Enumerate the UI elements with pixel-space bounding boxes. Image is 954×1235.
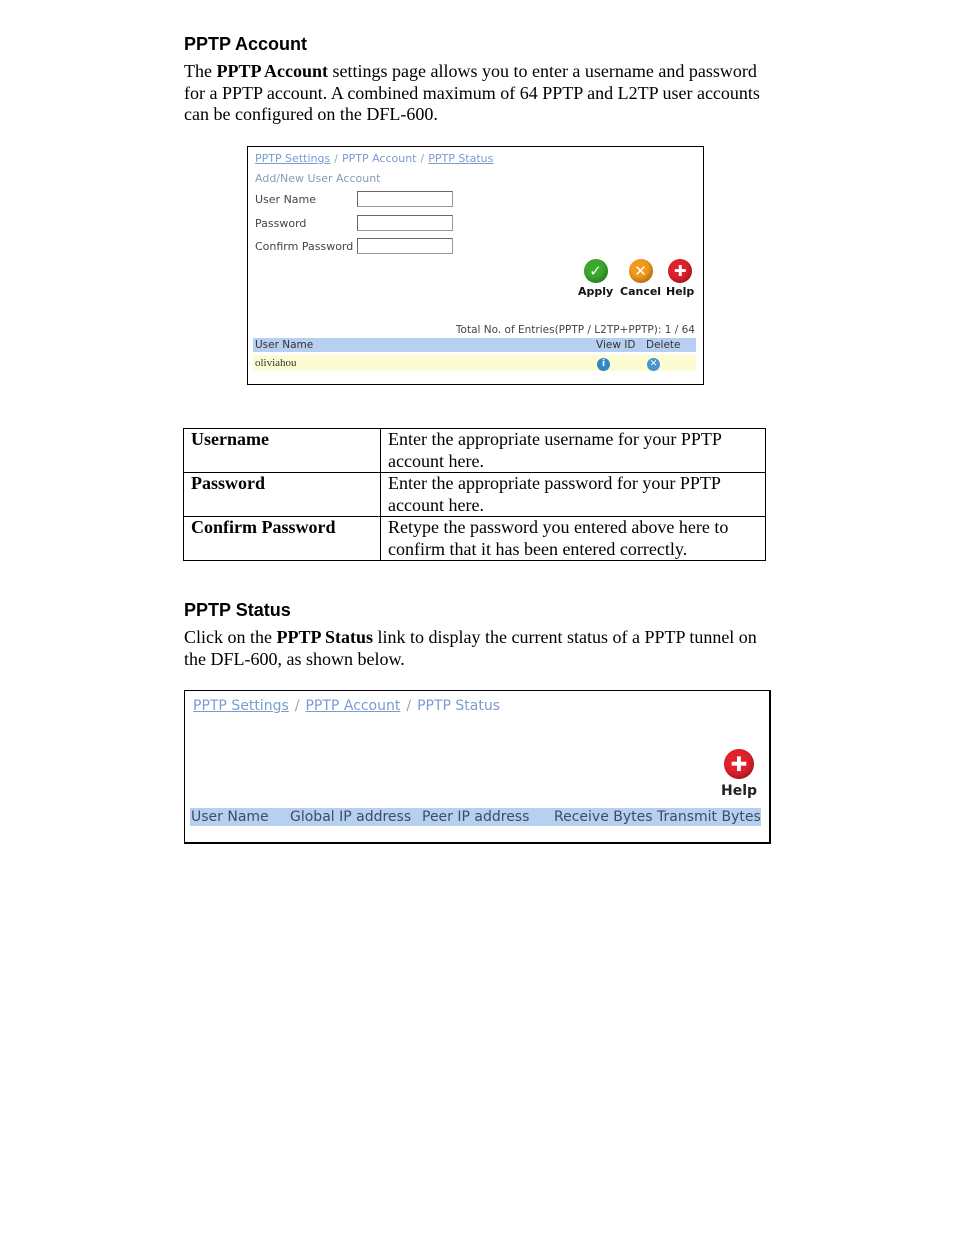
pptp-status-screenshot: [184, 690, 771, 844]
user-name-input[interactable]: [357, 191, 453, 207]
user-name-label: User Name: [255, 193, 317, 206]
table-row: [184, 429, 766, 473]
link-pptp-account[interactable]: PPTP Account: [305, 698, 401, 714]
column-header-global-ip: Global IP address: [290, 809, 412, 825]
table-row: [184, 473, 766, 517]
breadcrumb-separator: /: [294, 698, 300, 714]
check-icon: ✓: [584, 259, 608, 283]
link-pptp-settings[interactable]: PPTP Settings: [193, 698, 289, 714]
column-header-transmit-bytes: Transmit Bytes: [657, 809, 761, 825]
cancel-button[interactable]: [620, 259, 661, 298]
breadcrumb-separator: /: [420, 152, 425, 165]
help-button[interactable]: [721, 749, 757, 799]
breadcrumb-current-pptp-status: PPTP Status: [417, 698, 501, 714]
column-header-peer-ip: Peer IP address: [422, 809, 530, 825]
column-header-receive-bytes: Receive Bytes: [554, 809, 653, 825]
breadcrumb-separator: /: [334, 152, 338, 165]
account-table-header: [253, 338, 696, 352]
confirm-password-input[interactable]: [357, 238, 453, 254]
link-pptp-settings[interactable]: PPTP Settings: [255, 152, 331, 165]
breadcrumb: [255, 152, 493, 165]
view-id-icon[interactable]: i: [597, 356, 610, 371]
delete-icon[interactable]: ✕: [647, 356, 660, 371]
table-row: [184, 517, 766, 561]
para-text: The: [184, 61, 217, 81]
term-username: Username: [184, 429, 381, 473]
add-user-section-title: Add/New User Account: [255, 172, 381, 185]
column-header-view-id: View ID: [596, 339, 636, 351]
term-confirm-password: Confirm Password: [184, 517, 381, 561]
para-bold-term: PPTP Account: [216, 61, 328, 81]
help-label: Help: [721, 783, 758, 799]
desc-username: Enter the appropriate username for your PPTP account here.: [381, 429, 766, 473]
total-entries-text: Total No. of Entries(PPTP / L2TP+PPTP): 1 / 64: [455, 324, 695, 336]
section-paragraph-pptp-account: [184, 61, 774, 126]
field-description-table: [183, 428, 766, 561]
breadcrumb-separator: /: [406, 698, 412, 714]
section-heading-pptp-status: PPTP Status: [184, 600, 291, 620]
status-table-header: [190, 808, 761, 826]
cancel-label: Cancel: [620, 285, 662, 298]
desc-confirm-password: Retype the password you entered above here to confirm that it has been entered correctly.: [381, 517, 766, 561]
link-pptp-status[interactable]: PPTP Status: [428, 152, 494, 165]
para-bold-term: PPTP Status: [276, 627, 374, 647]
plus-icon: ✚: [724, 749, 754, 779]
para-text: Click on the: [184, 627, 277, 647]
confirm-password-label: Confirm Password: [255, 240, 354, 253]
x-icon: ✕: [629, 259, 653, 283]
row-user-name: oliviahou: [255, 357, 297, 369]
para-text: link to display the current status of a PPTP tunnel on the DFL-600, as shown below.: [184, 627, 757, 669]
breadcrumb-current-pptp-account: PPTP Account: [341, 152, 417, 165]
column-header-delete: Delete: [646, 339, 681, 351]
section-heading-pptp-account: PPTP Account: [184, 34, 308, 54]
help-button[interactable]: [666, 259, 694, 298]
table-row: [253, 355, 696, 371]
para-text: settings page allows you to enter a username and password for a PPTP account. A combined maximum of 64 PPTP and L2TP user accounts can be configured on the DFL-600.: [184, 61, 760, 124]
password-input[interactable]: [357, 215, 453, 231]
apply-label: Apply: [578, 285, 614, 298]
help-label: Help: [666, 285, 695, 298]
section-paragraph-pptp-status: [184, 627, 774, 670]
column-header-user-name: User Name: [255, 339, 314, 351]
apply-button[interactable]: [578, 259, 613, 298]
breadcrumb: [193, 698, 500, 714]
term-password: Password: [184, 473, 381, 517]
pptp-account-screenshot: [247, 146, 704, 385]
column-header-user-name: User Name: [191, 809, 269, 825]
password-label: Password: [255, 217, 307, 230]
plus-icon: ✚: [668, 259, 692, 283]
desc-password: Enter the appropriate password for your PPTP account here.: [381, 473, 766, 517]
